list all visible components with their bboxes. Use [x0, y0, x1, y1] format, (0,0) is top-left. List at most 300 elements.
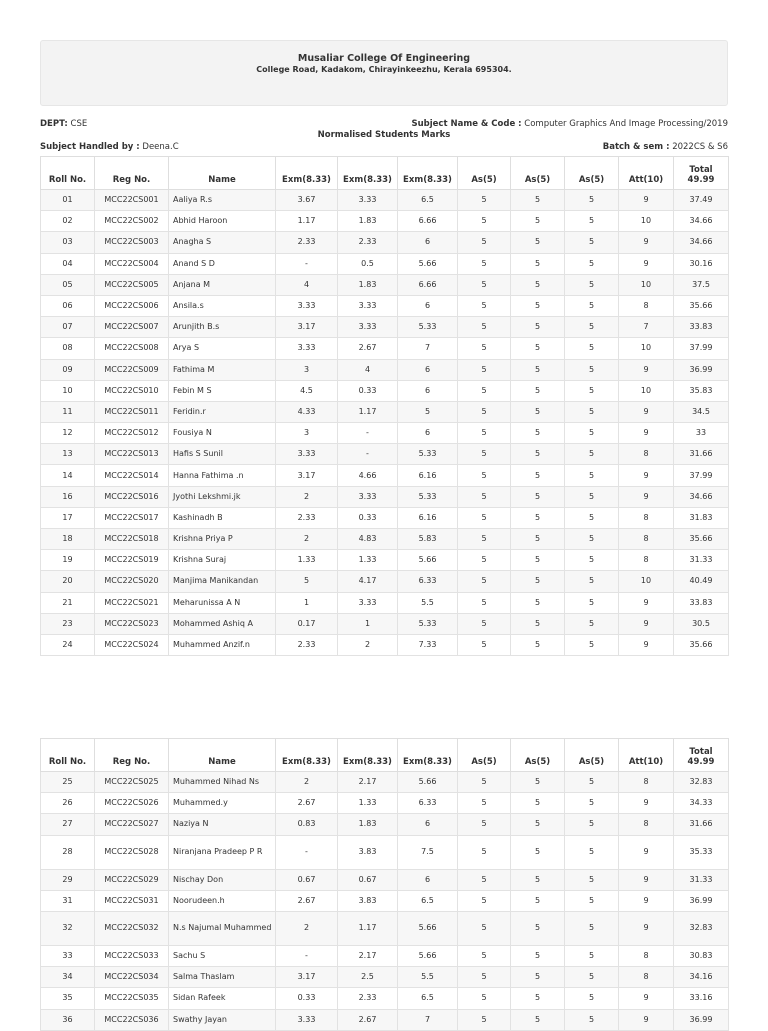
- cell-assignment-1: 5: [458, 444, 511, 465]
- dept-value: CSE: [70, 119, 88, 129]
- cell-name: Feridin.r: [169, 401, 276, 422]
- cell-assignment-2: 5: [511, 529, 565, 550]
- cell-name: Abhid Haroon: [169, 211, 276, 232]
- cell-exam-2: 2.67: [338, 338, 398, 359]
- cell-total: 36.99: [674, 1009, 729, 1030]
- cell-total: 33.16: [674, 988, 729, 1009]
- cell-total: 34.66: [674, 486, 729, 507]
- cell-attendance: 9: [619, 232, 674, 253]
- cell-assignment-2: 5: [511, 253, 565, 274]
- cell-exam-2: 3.33: [338, 317, 398, 338]
- cell-assignment-3: 5: [565, 814, 619, 835]
- cell-attendance: 9: [619, 359, 674, 380]
- cell-attendance: 9: [619, 253, 674, 274]
- cell-assignment-3: 5: [565, 359, 619, 380]
- cell-assignment-3: 5: [565, 380, 619, 401]
- cell-assignment-3: 5: [565, 772, 619, 793]
- cell-assignment-3: 5: [565, 911, 619, 945]
- table-row: [41, 274, 729, 295]
- marks-table-page-2: [40, 738, 729, 1031]
- cell-assignment-1: 5: [458, 486, 511, 507]
- cell-exam-3: 5.5: [398, 592, 458, 613]
- cell-assignment-1: 5: [458, 890, 511, 911]
- cell-assignment-1: 5: [458, 338, 511, 359]
- cell-roll-no: 34: [41, 967, 95, 988]
- table-row: [41, 772, 729, 793]
- table-row: [41, 380, 729, 401]
- cell-exam-1: -: [276, 253, 338, 274]
- cell-exam-2: 3.33: [338, 592, 398, 613]
- cell-exam-1: 3: [276, 359, 338, 380]
- cell-assignment-2: 5: [511, 423, 565, 444]
- cell-reg-no: MCC22CS011: [95, 401, 169, 422]
- cell-exam-2: 3.33: [338, 295, 398, 316]
- marks-table-page-1: [40, 156, 729, 656]
- cell-name: Muhammed Nihad Ns: [169, 772, 276, 793]
- cell-attendance: 10: [619, 338, 674, 359]
- cell-exam-2: 0.33: [338, 507, 398, 528]
- cell-assignment-2: 5: [511, 835, 565, 869]
- column-header-assignment-1: As(5): [458, 157, 511, 190]
- cell-name: Sachu S: [169, 945, 276, 966]
- cell-assignment-1: 5: [458, 814, 511, 835]
- cell-assignment-1: 5: [458, 401, 511, 422]
- cell-total: 32.83: [674, 911, 729, 945]
- table-row: [41, 338, 729, 359]
- cell-assignment-3: 5: [565, 444, 619, 465]
- cell-roll-no: 04: [41, 253, 95, 274]
- cell-name: Arya S: [169, 338, 276, 359]
- cell-exam-2: 2.33: [338, 988, 398, 1009]
- cell-exam-3: 6: [398, 295, 458, 316]
- cell-exam-2: 2.5: [338, 967, 398, 988]
- cell-assignment-3: 5: [565, 550, 619, 571]
- cell-exam-1: 0.33: [276, 988, 338, 1009]
- cell-assignment-1: 5: [458, 253, 511, 274]
- cell-attendance: 8: [619, 529, 674, 550]
- cell-assignment-2: 5: [511, 190, 565, 211]
- cell-attendance: 8: [619, 295, 674, 316]
- cell-exam-1: 2.33: [276, 634, 338, 655]
- cell-assignment-3: 5: [565, 211, 619, 232]
- cell-exam-3: 5.83: [398, 529, 458, 550]
- cell-assignment-3: 5: [565, 571, 619, 592]
- handled-by-info: [40, 142, 179, 152]
- subject-value: Computer Graphics And Image Processing/2019: [524, 119, 728, 129]
- cell-exam-3: 6: [398, 423, 458, 444]
- cell-exam-1: 0.67: [276, 869, 338, 890]
- cell-exam-1: 3.67: [276, 190, 338, 211]
- cell-assignment-2: 5: [511, 232, 565, 253]
- cell-roll-no: 06: [41, 295, 95, 316]
- cell-assignment-3: 5: [565, 465, 619, 486]
- cell-reg-no: MCC22CS004: [95, 253, 169, 274]
- cell-total: 40.49: [674, 571, 729, 592]
- cell-attendance: 7: [619, 317, 674, 338]
- cell-total: 30.83: [674, 945, 729, 966]
- cell-exam-3: 5.66: [398, 945, 458, 966]
- cell-roll-no: 03: [41, 232, 95, 253]
- cell-exam-3: 6: [398, 869, 458, 890]
- cell-attendance: 9: [619, 835, 674, 869]
- cell-name: Anjana M: [169, 274, 276, 295]
- cell-exam-1: 4: [276, 274, 338, 295]
- cell-reg-no: MCC22CS031: [95, 890, 169, 911]
- cell-reg-no: MCC22CS007: [95, 317, 169, 338]
- cell-attendance: 9: [619, 869, 674, 890]
- cell-roll-no: 11: [41, 401, 95, 422]
- cell-attendance: 9: [619, 911, 674, 945]
- cell-exam-3: 7: [398, 1009, 458, 1030]
- cell-attendance: 8: [619, 550, 674, 571]
- table-row: [41, 592, 729, 613]
- cell-exam-3: 5.33: [398, 613, 458, 634]
- column-header-assignment-3: As(5): [565, 157, 619, 190]
- cell-exam-2: 0.67: [338, 869, 398, 890]
- cell-roll-no: 32: [41, 911, 95, 945]
- cell-exam-3: 7.33: [398, 634, 458, 655]
- cell-name: Arunjith B.s: [169, 317, 276, 338]
- cell-exam-1: 2: [276, 911, 338, 945]
- cell-reg-no: MCC22CS036: [95, 1009, 169, 1030]
- table-row: [41, 507, 729, 528]
- cell-assignment-2: 5: [511, 571, 565, 592]
- cell-assignment-3: 5: [565, 835, 619, 869]
- cell-exam-2: 2: [338, 634, 398, 655]
- cell-total: 33.83: [674, 317, 729, 338]
- cell-total: 31.66: [674, 444, 729, 465]
- cell-name: Sidan Rafeek: [169, 988, 276, 1009]
- cell-exam-3: 5.33: [398, 486, 458, 507]
- table-row: [41, 465, 729, 486]
- cell-reg-no: MCC22CS029: [95, 869, 169, 890]
- cell-exam-1: 3.33: [276, 295, 338, 316]
- cell-assignment-2: 5: [511, 444, 565, 465]
- cell-roll-no: 02: [41, 211, 95, 232]
- cell-exam-2: 2.67: [338, 1009, 398, 1030]
- cell-roll-no: 17: [41, 507, 95, 528]
- cell-assignment-2: 5: [511, 869, 565, 890]
- cell-reg-no: MCC22CS002: [95, 211, 169, 232]
- table-row: [41, 814, 729, 835]
- cell-exam-2: 0.33: [338, 380, 398, 401]
- cell-exam-3: 6: [398, 814, 458, 835]
- cell-name: Krishna Priya P: [169, 529, 276, 550]
- cell-reg-no: MCC22CS018: [95, 529, 169, 550]
- cell-assignment-2: 5: [511, 592, 565, 613]
- cell-exam-2: 2.17: [338, 772, 398, 793]
- cell-exam-2: 1.17: [338, 401, 398, 422]
- table-row: [41, 835, 729, 869]
- cell-total: 31.83: [674, 507, 729, 528]
- cell-reg-no: MCC22CS020: [95, 571, 169, 592]
- cell-assignment-1: 5: [458, 423, 511, 444]
- cell-total: 30.5: [674, 613, 729, 634]
- cell-assignment-1: 5: [458, 232, 511, 253]
- cell-assignment-2: 5: [511, 967, 565, 988]
- cell-assignment-3: 5: [565, 634, 619, 655]
- college-header: [40, 40, 728, 106]
- cell-roll-no: 33: [41, 945, 95, 966]
- column-header-assignment-2: As(5): [511, 157, 565, 190]
- cell-total: 30.16: [674, 253, 729, 274]
- cell-assignment-1: 5: [458, 1009, 511, 1030]
- cell-exam-1: 3: [276, 423, 338, 444]
- cell-exam-3: 6.5: [398, 890, 458, 911]
- cell-assignment-1: 5: [458, 274, 511, 295]
- table-row: [41, 793, 729, 814]
- cell-exam-3: 5.33: [398, 317, 458, 338]
- cell-name: Kashinadh B: [169, 507, 276, 528]
- table-row: [41, 571, 729, 592]
- table-row: [41, 444, 729, 465]
- table-row: [41, 988, 729, 1009]
- cell-assignment-2: 5: [511, 814, 565, 835]
- cell-exam-2: 4.66: [338, 465, 398, 486]
- cell-roll-no: 12: [41, 423, 95, 444]
- cell-total: 34.33: [674, 793, 729, 814]
- cell-assignment-2: 5: [511, 359, 565, 380]
- cell-assignment-3: 5: [565, 486, 619, 507]
- cell-assignment-1: 5: [458, 772, 511, 793]
- cell-reg-no: MCC22CS016: [95, 486, 169, 507]
- cell-exam-3: 7.5: [398, 835, 458, 869]
- table-row: [41, 1009, 729, 1030]
- cell-reg-no: MCC22CS032: [95, 911, 169, 945]
- cell-name: Hanna Fathima .n: [169, 465, 276, 486]
- column-header-exam-3: Exm(8.33): [398, 739, 458, 772]
- cell-assignment-1: 5: [458, 211, 511, 232]
- cell-assignment-2: 5: [511, 274, 565, 295]
- column-header-exam-1: Exm(8.33): [276, 157, 338, 190]
- cell-assignment-2: 5: [511, 550, 565, 571]
- cell-total: 35.66: [674, 295, 729, 316]
- cell-exam-1: 4.5: [276, 380, 338, 401]
- cell-roll-no: 25: [41, 772, 95, 793]
- cell-total: 34.66: [674, 232, 729, 253]
- cell-exam-3: 6.66: [398, 211, 458, 232]
- column-header-attendance: Att(10): [619, 739, 674, 772]
- cell-assignment-3: 5: [565, 529, 619, 550]
- column-header-assignment-2: As(5): [511, 739, 565, 772]
- cell-assignment-1: 5: [458, 967, 511, 988]
- cell-assignment-2: 5: [511, 465, 565, 486]
- cell-exam-1: 0.17: [276, 613, 338, 634]
- cell-reg-no: MCC22CS009: [95, 359, 169, 380]
- cell-attendance: 9: [619, 613, 674, 634]
- cell-assignment-1: 5: [458, 550, 511, 571]
- cell-total: 35.66: [674, 529, 729, 550]
- batch-value: 2022CS & S6: [672, 142, 728, 152]
- cell-assignment-1: 5: [458, 317, 511, 338]
- cell-assignment-1: 5: [458, 869, 511, 890]
- cell-assignment-3: 5: [565, 592, 619, 613]
- handled-value: Deena.C: [142, 142, 179, 152]
- cell-exam-1: 1: [276, 592, 338, 613]
- dept-info: [40, 119, 87, 129]
- cell-assignment-3: 5: [565, 253, 619, 274]
- cell-total: 34.66: [674, 211, 729, 232]
- cell-reg-no: MCC22CS028: [95, 835, 169, 869]
- cell-total: 36.99: [674, 359, 729, 380]
- cell-reg-no: MCC22CS025: [95, 772, 169, 793]
- cell-exam-1: 2: [276, 772, 338, 793]
- cell-attendance: 8: [619, 772, 674, 793]
- column-header-roll-no: Roll No.: [41, 739, 95, 772]
- cell-roll-no: 28: [41, 835, 95, 869]
- table-row: [41, 486, 729, 507]
- cell-name: Noorudeen.h: [169, 890, 276, 911]
- cell-roll-no: 20: [41, 571, 95, 592]
- cell-attendance: 8: [619, 945, 674, 966]
- handled-label: Subject Handled by :: [40, 142, 140, 152]
- cell-exam-3: 5.66: [398, 772, 458, 793]
- cell-assignment-3: 5: [565, 317, 619, 338]
- cell-exam-1: 2.67: [276, 793, 338, 814]
- cell-exam-1: 3.17: [276, 317, 338, 338]
- cell-roll-no: 36: [41, 1009, 95, 1030]
- column-header-attendance: Att(10): [619, 157, 674, 190]
- cell-exam-2: 3.83: [338, 890, 398, 911]
- cell-total: 37.5: [674, 274, 729, 295]
- cell-exam-2: 4.17: [338, 571, 398, 592]
- cell-assignment-3: 5: [565, 190, 619, 211]
- cell-attendance: 9: [619, 190, 674, 211]
- cell-attendance: 9: [619, 988, 674, 1009]
- cell-attendance: 10: [619, 274, 674, 295]
- cell-assignment-2: 5: [511, 211, 565, 232]
- cell-assignment-2: 5: [511, 890, 565, 911]
- cell-roll-no: 07: [41, 317, 95, 338]
- cell-reg-no: MCC22CS017: [95, 507, 169, 528]
- cell-assignment-1: 5: [458, 988, 511, 1009]
- cell-assignment-2: 5: [511, 945, 565, 966]
- cell-name: N.s Najumal Muhammed: [169, 911, 276, 945]
- cell-total: 35.66: [674, 634, 729, 655]
- cell-exam-3: 5.66: [398, 253, 458, 274]
- cell-reg-no: MCC22CS012: [95, 423, 169, 444]
- cell-assignment-1: 5: [458, 835, 511, 869]
- column-header-reg-no: Reg No.: [95, 157, 169, 190]
- cell-assignment-2: 5: [511, 317, 565, 338]
- cell-assignment-3: 5: [565, 967, 619, 988]
- cell-reg-no: MCC22CS005: [95, 274, 169, 295]
- table-row: [41, 967, 729, 988]
- cell-exam-2: 0.5: [338, 253, 398, 274]
- cell-reg-no: MCC22CS003: [95, 232, 169, 253]
- cell-exam-2: 3.33: [338, 190, 398, 211]
- cell-exam-1: 3.17: [276, 465, 338, 486]
- cell-name: Mohammed Ashiq A: [169, 613, 276, 634]
- cell-exam-1: 1.17: [276, 211, 338, 232]
- column-header-roll-no: Roll No.: [41, 157, 95, 190]
- cell-reg-no: MCC22CS021: [95, 592, 169, 613]
- cell-assignment-1: 5: [458, 634, 511, 655]
- cell-exam-3: 6: [398, 232, 458, 253]
- table-row: [41, 401, 729, 422]
- cell-assignment-1: 5: [458, 295, 511, 316]
- cell-exam-3: 5.33: [398, 444, 458, 465]
- cell-assignment-1: 5: [458, 911, 511, 945]
- cell-assignment-1: 5: [458, 571, 511, 592]
- cell-assignment-2: 5: [511, 295, 565, 316]
- batch-info: [603, 142, 728, 152]
- table-row: [41, 253, 729, 274]
- cell-reg-no: MCC22CS026: [95, 793, 169, 814]
- column-header-exam-3: Exm(8.33): [398, 157, 458, 190]
- cell-assignment-2: 5: [511, 911, 565, 945]
- cell-attendance: 10: [619, 211, 674, 232]
- cell-exam-3: 7: [398, 338, 458, 359]
- column-header-total: Total 49.99: [674, 739, 729, 772]
- table-row: [41, 232, 729, 253]
- cell-exam-2: 2.17: [338, 945, 398, 966]
- cell-assignment-2: 5: [511, 338, 565, 359]
- cell-attendance: 8: [619, 507, 674, 528]
- cell-assignment-1: 5: [458, 359, 511, 380]
- cell-exam-2: -: [338, 423, 398, 444]
- cell-reg-no: MCC22CS010: [95, 380, 169, 401]
- cell-assignment-3: 5: [565, 613, 619, 634]
- cell-reg-no: MCC22CS034: [95, 967, 169, 988]
- cell-roll-no: 35: [41, 988, 95, 1009]
- cell-reg-no: MCC22CS027: [95, 814, 169, 835]
- cell-exam-2: 4.83: [338, 529, 398, 550]
- cell-total: 37.49: [674, 190, 729, 211]
- cell-assignment-2: 5: [511, 988, 565, 1009]
- cell-roll-no: 24: [41, 634, 95, 655]
- subject-info: [412, 119, 729, 129]
- cell-assignment-3: 5: [565, 338, 619, 359]
- cell-name: Swathy Jayan: [169, 1009, 276, 1030]
- cell-exam-1: 2.67: [276, 890, 338, 911]
- cell-roll-no: 23: [41, 613, 95, 634]
- cell-total: 32.83: [674, 772, 729, 793]
- cell-exam-3: 6: [398, 380, 458, 401]
- cell-assignment-3: 5: [565, 274, 619, 295]
- cell-exam-1: 5: [276, 571, 338, 592]
- cell-assignment-3: 5: [565, 232, 619, 253]
- cell-assignment-2: 5: [511, 772, 565, 793]
- cell-name: Febin M S: [169, 380, 276, 401]
- cell-exam-2: 1.33: [338, 550, 398, 571]
- cell-assignment-3: 5: [565, 507, 619, 528]
- cell-total: 35.33: [674, 835, 729, 869]
- cell-attendance: 8: [619, 444, 674, 465]
- cell-exam-2: 1: [338, 613, 398, 634]
- cell-name: Fathima M: [169, 359, 276, 380]
- cell-reg-no: MCC22CS024: [95, 634, 169, 655]
- cell-assignment-1: 5: [458, 380, 511, 401]
- column-header-exam-2: Exm(8.33): [338, 157, 398, 190]
- cell-assignment-3: 5: [565, 945, 619, 966]
- cell-attendance: 9: [619, 401, 674, 422]
- cell-reg-no: MCC22CS023: [95, 613, 169, 634]
- cell-exam-2: -: [338, 444, 398, 465]
- cell-total: 31.33: [674, 869, 729, 890]
- cell-roll-no: 21: [41, 592, 95, 613]
- cell-assignment-1: 5: [458, 793, 511, 814]
- cell-exam-2: 1.33: [338, 793, 398, 814]
- cell-assignment-3: 5: [565, 793, 619, 814]
- cell-name: Aaliya R.s: [169, 190, 276, 211]
- cell-name: Hafis S Sunil: [169, 444, 276, 465]
- cell-assignment-1: 5: [458, 592, 511, 613]
- cell-exam-2: 1.17: [338, 911, 398, 945]
- cell-roll-no: 14: [41, 465, 95, 486]
- cell-assignment-3: 5: [565, 401, 619, 422]
- cell-attendance: 9: [619, 423, 674, 444]
